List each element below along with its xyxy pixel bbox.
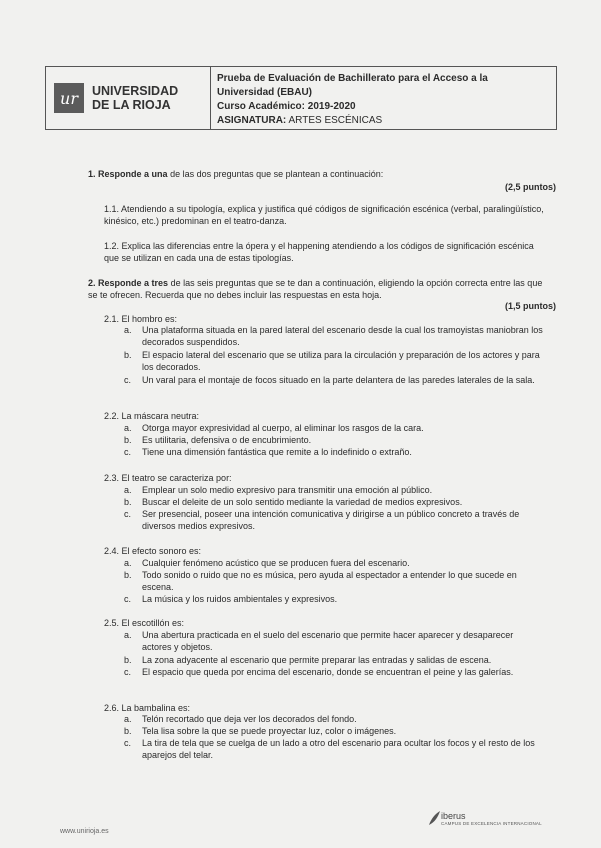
item-2-1-option-b: b. El espacio lateral del escenario que se utiliza para la circulación y preparación de los actores y para los decorados. xyxy=(124,350,540,372)
item-2-1-option-a: a. Una plataforma situada en la pared lateral del escenario desde la cual los tramoyistas maniobran los decorados suspendidos. xyxy=(124,325,543,347)
item-2-5-option-b: b. La zona adyacente al escenario que permite preparar las entradas y salidas de escena. xyxy=(124,655,492,665)
item-2-6-label: 2.6. La bambalina es: xyxy=(104,703,191,713)
item-2-6-option-a: a. Telón recortado que deja ver los decorados del fondo. xyxy=(124,714,357,724)
q2-number: 2. xyxy=(88,278,96,288)
item-2-5-option-a: a. Una abertura practicada en el suelo del escenario que permite hacer aparecer y desaparecer actores y objetos. xyxy=(124,630,514,652)
item-2-3-option-c: c. Ser presencial, poseer una intención comunicativa y dirigirse a un público concreto a través de diversos medios expresivos. xyxy=(124,509,520,531)
iberus-name: iberus xyxy=(441,811,466,821)
university-name: UNIVERSIDAD DE LA RIOJA xyxy=(92,84,179,112)
exam-title-line1: Prueba de Evaluación de Bachillerato para el Acceso a la xyxy=(217,73,488,84)
item-2-1-label: 2.1. El hombro es: xyxy=(104,314,178,324)
item-2-6-option-b: b. Tela lisa sobre la que se puede proyectar luz, color o imágenes. xyxy=(124,726,397,736)
item-2-1-option-c: c. Un varal para el montaje de focos situado en la parte delantera de las paredes laterales de la sala. xyxy=(124,375,535,385)
item-2-4-option-a: a. Cualquier fenómeno acústico que se producen fuera del escenario. xyxy=(124,558,410,568)
subject-line xyxy=(217,114,550,128)
question-1 xyxy=(88,168,548,180)
item-2-2-option-a: a. Otorga mayor expresividad al cuerpo, al eliminar los rasgos de la cara. xyxy=(124,423,424,433)
q1-points: (2,5 puntos) xyxy=(505,182,556,192)
item-2-4-label: 2.4. El efecto sonoro es: xyxy=(104,546,202,556)
item-2-3-option-b: b. Buscar el deleite de un solo sentido mediante la variedad de medios expresivos. xyxy=(124,497,463,507)
iberus-leaf-icon xyxy=(427,810,441,826)
exam-title-line2: Universidad (EBAU) xyxy=(217,87,313,98)
q2-points: (1,5 puntos) xyxy=(505,301,556,311)
iberus-subtitle: CAMPUS DE EXCELENCIA INTERNACIONAL xyxy=(441,821,542,826)
question-2 xyxy=(88,277,548,301)
item-2-3-option-a: a. Emplear un solo medio expresivo para transmitir una emoción al público. xyxy=(124,485,433,495)
q1-sub2: 1.2. Explica las diferencias entre la ópera y el happening atendiendo a los códigos de significación escénica que se utilizan en cada una de estas tipologías. xyxy=(104,241,534,263)
q2-instruction: de las seis preguntas que se te dan a continuación, eligiendo la opción correcta entre las que se te ofrecen. Recuerda que no debes incluir las respuestas en esta hoja. xyxy=(88,278,543,300)
subject-label: ASIGNATURA: xyxy=(217,115,287,126)
item-2-6-option-c: c. La tira de tela que se cuelga de un lado a otro del escenario para ocultar los focos y el resto de los aparejos del telar. xyxy=(124,738,535,760)
item-2-4-option-c: c. La música y los ruidos ambientales y expresivos. xyxy=(124,594,338,604)
item-2-4-option-b: b. Todo sonido o ruido que no es música, pero ayuda al espectador a entender lo que sucede en escena. xyxy=(124,570,517,592)
university-logo-icon: ur xyxy=(54,83,84,113)
q1-sub1: 1.1. Atendiendo a su tipología, explica y justifica qué códigos de significación escénica (verbal, paralingüístico, kinésico, etc.) predominan en el teatro-danza. xyxy=(104,204,544,226)
q1-lead: Responde a una xyxy=(98,169,168,179)
exam-info xyxy=(211,67,556,129)
q1-instruction: de las dos preguntas que se plantean a continuación: xyxy=(170,169,384,179)
university-logo xyxy=(46,67,211,129)
item-2-3-label: 2.3. El teatro se caracteriza por: xyxy=(104,473,232,483)
exam-header xyxy=(45,66,557,130)
iberus-logo xyxy=(427,810,542,826)
footer-url: www.unirioja.es xyxy=(60,828,109,835)
academic-year: Curso Académico: 2019-2020 xyxy=(217,101,356,112)
item-2-2-option-b: b. Es utilitaria, defensiva o de encubrimiento. xyxy=(124,435,312,445)
item-2-2-option-c: c. Tiene una dimensión fantástica que remite a lo indefinido o extraño. xyxy=(124,447,412,457)
item-2-2-label: 2.2. La máscara neutra: xyxy=(104,411,200,421)
subject-name: ARTES ESCÉNICAS xyxy=(288,115,383,126)
q1-number: 1. xyxy=(88,169,96,179)
item-2-5-option-c: c. El espacio que queda por encima del escenario, donde se encuentran el peine y las galerías. xyxy=(124,667,514,677)
item-2-5-label: 2.5. El escotillón es: xyxy=(104,618,185,628)
q2-lead: Responde a tres xyxy=(98,278,169,288)
